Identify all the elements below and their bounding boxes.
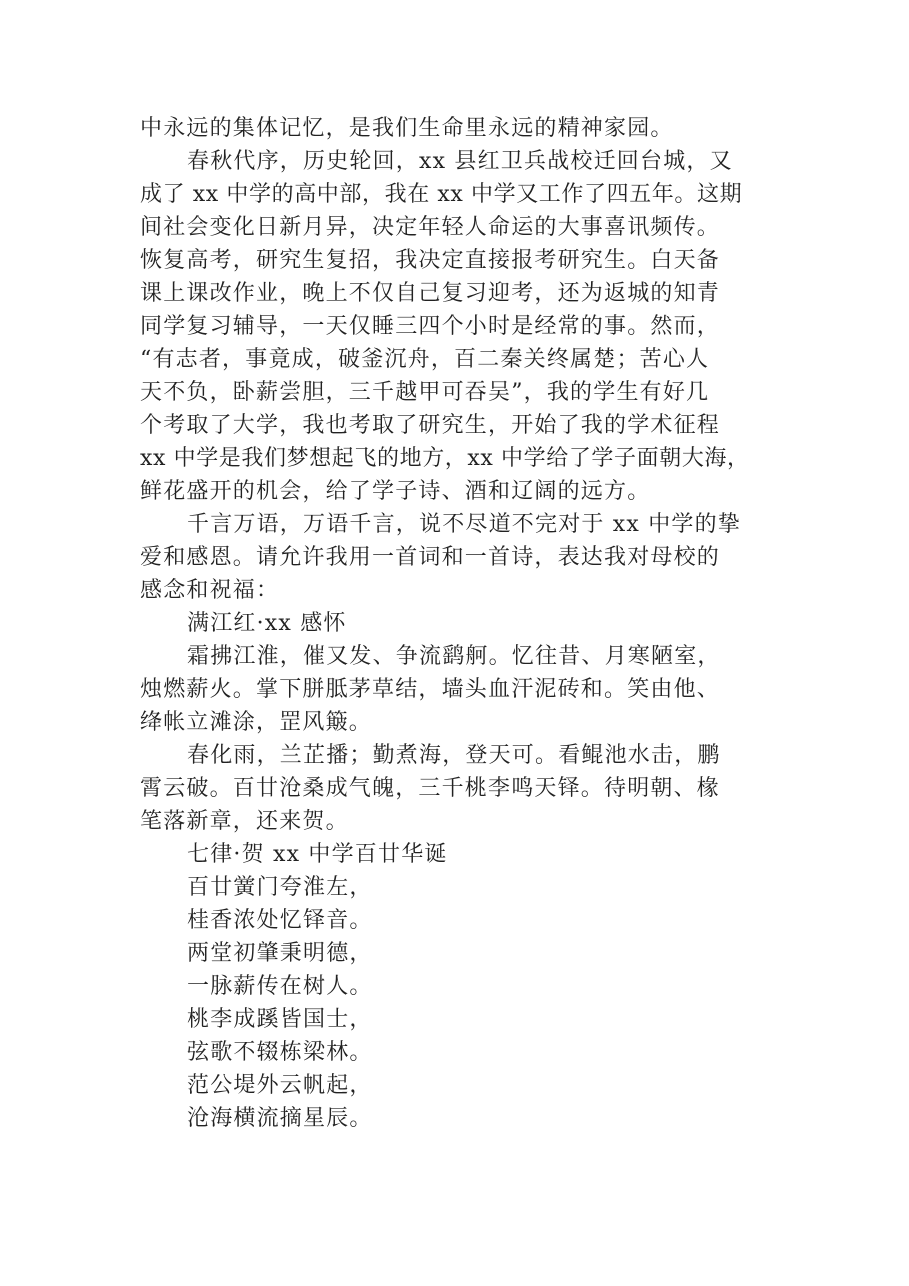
ci-poem-line: 笔落新章，还来贺。: [140, 809, 349, 834]
text-line: 爱和感恩。请允许我用一首词和一首诗，表达我对母校的: [140, 545, 721, 570]
shi-poem-line: 百廿黉门夸淮左，: [187, 875, 373, 900]
ci-poem-line: 春化雨，兰芷播；勤煮海，登天可。看鲲池水击，鹏: [187, 743, 721, 768]
shi-poem-line: 范公堤外云帆起，: [187, 1073, 373, 1098]
text-line: 个考取了大学，我也考取了研究生，开始了我的学术征程: [140, 413, 721, 438]
text-line: 鲜花盛开的机会，给了学子诗、酒和辽阔的远方。: [140, 479, 651, 504]
text-line: 间社会变化日新月异，决定年轻人命运的大事喜讯频传。: [140, 215, 721, 240]
shi-poem-line: 沧海横流摘星辰。: [187, 1106, 373, 1131]
ci-poem-line: 烛燃薪火。掌下胼胝茅草结，墙头血汗泥砖和。笑由他、: [140, 677, 721, 702]
text-line: 课上课改作业，晚上不仅自己复习迎考，还为返城的知青: [140, 281, 721, 306]
ci-poem-line: 绛帐立滩涂，罡风簸。: [140, 710, 373, 735]
ci-poem-title: 满江红·xx 感怀: [187, 611, 347, 636]
shi-poem-line: 桃李成蹊皆国士，: [187, 1007, 373, 1032]
paragraph-start-line: 千言万语，万语千言，说不尽道不完对于 xx 中学的挚: [187, 512, 742, 537]
text-line: “有志者，事竟成，破釜沉舟，百二秦关终属楚；苦心人: [140, 347, 710, 372]
text-line: 恢复高考，研究生复招，我决定直接报考研究生。白天备: [140, 248, 721, 273]
text-line: xx 中学是我们梦想起飞的地方，xx 中学给了学子面朝大海，: [140, 446, 750, 471]
ci-poem-line: 霜拂江淮，催又发、争流鹞舸。忆往昔、月寒陋室，: [187, 644, 721, 669]
text-line: 同学复习辅导，一天仅睡三四个小时是经常的事。然而，: [140, 314, 721, 339]
ci-poem-line: 霄云破。百廿沧桑成气魄，三千桃李鸣天铎。待明朝、椽: [140, 776, 721, 801]
text-line: 天不负，卧薪尝胆，三千越甲可吞吴”，我的学生有好几: [140, 380, 710, 405]
shi-poem-line: 桂香浓处忆铎音。: [187, 908, 373, 933]
body-text: [140, 112, 780, 1135]
shi-poem-line: 弦歌不辍栋梁林。: [187, 1040, 373, 1065]
shi-poem-title: 七律·贺 xx 中学百廿华诞: [187, 842, 448, 867]
text-line: 成了 xx 中学的高中部，我在 xx 中学又工作了四五年。这期: [140, 182, 743, 207]
shi-poem-line: 一脉薪传在树人。: [187, 974, 373, 999]
paragraph-start-line: 春秋代序，历史轮回，xx 县红卫兵战校迁回台城，又: [187, 149, 733, 174]
shi-poem-line: 两堂初肇秉明德，: [187, 941, 373, 966]
text-line: 中永远的集体记忆，是我们生命里永远的精神家园。: [140, 116, 674, 141]
text-line: 感念和祝福：: [140, 578, 280, 603]
